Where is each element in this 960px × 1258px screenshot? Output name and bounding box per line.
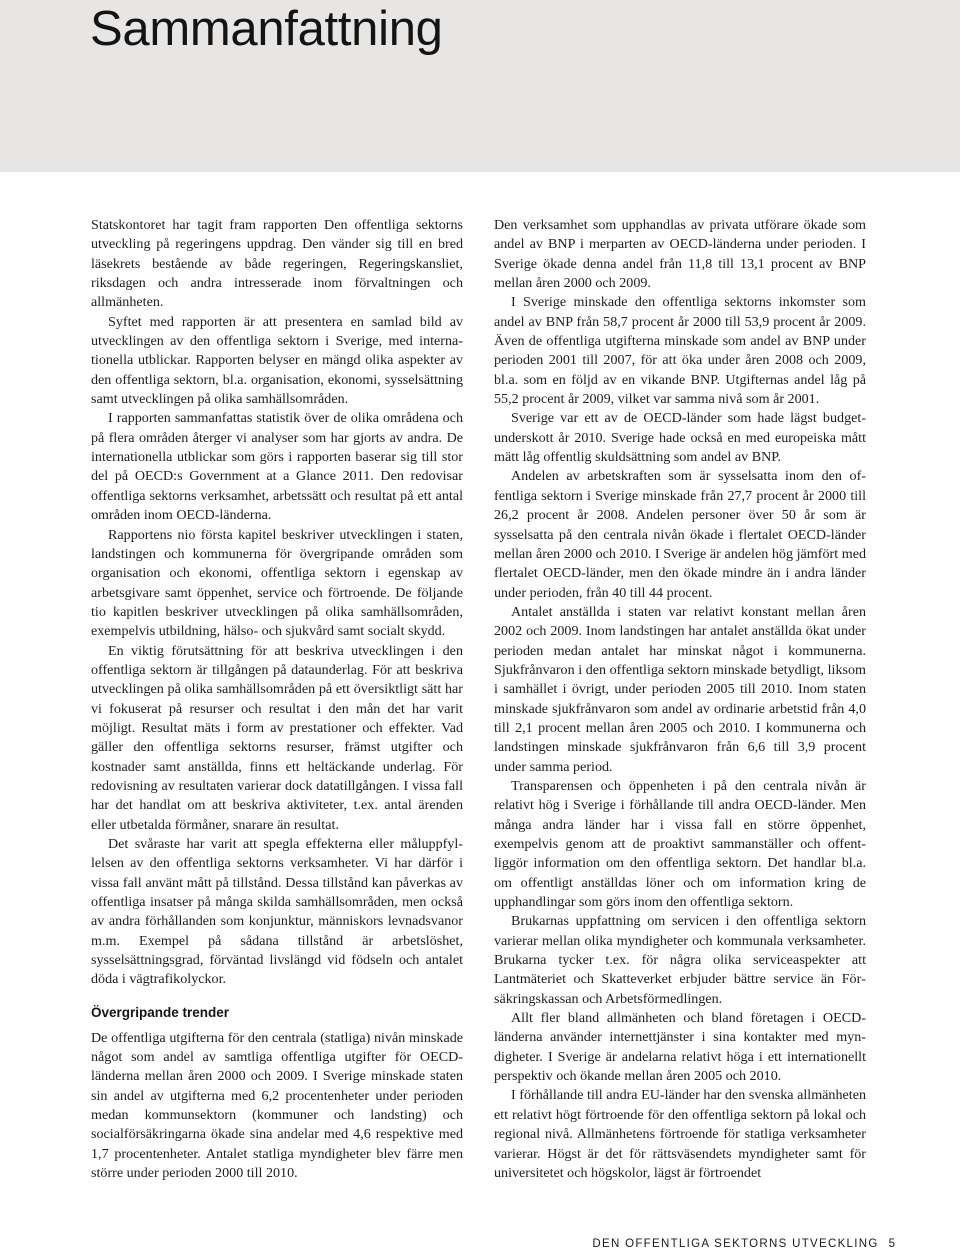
title-band <box>0 0 960 172</box>
body-paragraph: Transparensen och öppenheten i på den centrala nivån är relativt hög i Sverige i förhållande till andra OECD-länder. Men många andra länder har i vissa fall en större öppenhet, exempelvis genom att de proaktivt sammanställer och offentliggör information om den offentliga sektorn. Det handlar bl.a. om offentligt anställdas löner och om information kring de upphandlingar som görs inom den offentliga sektorn. <box>494 777 866 911</box>
body-paragraph: Syftet med rapporten är att presentera en samlad bild av utvecklingen av den offentliga sektorn i Sverige, med internationella utblickar. Rapporten belyser en mängd olika aspekter av den offentliga sektorn, bl.a. organisation, ekonomi, sysselsättning samt utvecklingen på olika samhällsområden. <box>91 313 463 408</box>
page-title: Sammanfattning <box>90 2 443 56</box>
body-paragraph: Det svåraste har varit att spegla effekterna eller måluppfyllelsen av den offentliga sektorns verksamheter. Vi har därför i vissa fall använt mått på tillstånd. Dessa tillstånd kan påverkas av offentliga insatser på många skilda samhällsområden, men också av andra förhållanden som konjunktur, människors levnadsvanor m.m. Exempel på sådana tillstånd är arbetslöshet, sysselsättningsgrad, förväntad livslängd vid födseln och antalet döda i vägtrafikolyckor. <box>91 836 463 988</box>
body-paragraph: Allt fler bland allmänheten och bland företagen i OECD-länderna använder internettjänster i sina kontakter med myndigheter. I Sverige är andelarna relativt höga i ett internationellt perspektiv och ökande mellan åren 2005 och 2010. <box>494 1010 866 1085</box>
right-column <box>494 216 866 1183</box>
body-paragraph: I rapporten sammanfattas statistik över de olika områdena och på flera områden återger vi analyser som har gjorts av andra. De internationella utblickar som görs i rapporten baserar sig till stor del på OECD:s Government at a Glance 2011. Den redovisar offentliga sektorns verksamhet, arbetssätt och resultat på ett antal områden inom OECD-länderna. <box>91 410 463 524</box>
body-paragraph: Statskontoret har tagit fram rapporten Den offentliga sektorns utveckling på regeringens uppdrag. Den vänder sig till en bred läsekrets bestående av både regeringen, Regeringskansliet, riksdagen och andra intresserade inom förvaltningen och allmänheten. <box>91 217 463 311</box>
page-number: 5 <box>888 1238 895 1250</box>
page-footer <box>592 1238 895 1250</box>
footer-title: DEN OFFENTLIGA SEKTORNS UTVECKLING <box>592 1238 879 1250</box>
body-paragraph: I Sverige minskade den offentliga sektorns inkomster som andel av BNP från 58,7 procent år 2000 till 53,9 procent år 2009. Även de offentliga utgifterna minskade som andel av BNP under perioden 2001 till 2007, för att öka under åren 2008 och 2009, bl.a. som en följd av en vikande BNP. Utgifternas andel låg på 55,2 procent år 2009, vilket var samma nivå som år 2001. <box>494 294 866 408</box>
body-paragraph: Antalet anställda i staten var relativt konstant mellan åren 2002 och 2009. Inom landstingen har antalet anställda ökat under perioden medan antalet har minskat något i kommunerna. Sjukfrånvaron i den offentliga sektorn minskade betydligt, liksom i samhället i övrigt, under perioden 2005 till 2010. Inom staten minskade sjukfrånvaron som andel av ordinarie arbetstid från 4,0 till 2,1 procent mellan åren 2005 och 2010. I kommunerna och landstingen minskade sjukfrånvaron från 6,6 till 3,9 procent under samma period. <box>494 603 866 775</box>
body-paragraph: Sverige var ett av de OECD-länder som hade lägst budgetunderskott år 2010. Sverige hade också en med europeiska mått mätt låg offentlig skuldsättning som andel av BNP. <box>494 410 866 466</box>
body-paragraph: En viktig förutsättning för att beskriva utvecklingen i den offentliga sektorn är tillgången på dataunderlag. För att beskriva utvecklingen på olika samhällsområden på ett översiktligt sätt har vi fokuserat på resurser och resultat i den mån det har varit möjligt. Resultat mäts i form av prestationer och effekter. Vad gäller den offentliga sektorns resurser, främst utgifter och kostnader samt anställda, finns ett heltäckande underlag. För redovisning av resultaten varierar dock datatillgången. I vissa fall har det handlat om att beskriva aktiviteter, t.ex. antal ärenden eller utbetalda förmåner, snarare än resultat. <box>91 642 463 833</box>
section-heading: Övergripande trender <box>91 1004 230 1020</box>
body-paragraph: Brukarnas uppfattning om servicen i den offentliga sektorn varierar mellan olika myndigheter och kommunala verksamheter. Brukarna tycker t.ex. för några olika serviceaspekter att Lantmäteriet och Skatteverket erbjuder bättre service än Försäkringskassan och Arbetsförmedlingen. <box>494 913 866 1007</box>
left-column <box>91 216 463 1184</box>
body-paragraph: Andelen av arbetskraften som är sysselsatta inom den offentliga sektorn i Sverige minskade från 27,7 procent år 2000 till 26,2 procent år 2008. Andelen personer över 50 år som är sysselsatta på den centrala nivån ökade i flertalet OECD-länder mellan åren 2000 och 2010. I Sverige är andelen hög jämfört med flertalet OECD-länder, men den ökade mindre än i andra länder under perioden, från 40 till 44 procent. <box>494 468 866 601</box>
body-paragraph: De offentliga utgifterna för den centrala (statliga) nivån minskade något som andel av samtliga offentliga utgifter för OECD-länderna mellan åren 2000 och 2009. I Sverige minskade staten sin andel av utgifterna med 6,2 procentenheter under perioden medan kommunsektorn (kommuner och landsting) och socialförsäkringarna ökade sina andelar med 4,6 respektive med 1,7 procentenheter. Antalet statliga myndigheter blev färre men större under perioden 2000 till 2010. <box>91 1029 463 1182</box>
body-paragraph: Rapportens nio första kapitel beskriver utvecklingen i staten, landstingen och kommunerna för övergripande områden som organisation och ekonomi, offentliga sektorn i egenskap av arbetsgivare samt öppenhet, service och förtroende. De följande tio kapitlen beskriver utvecklingen på olika samhällsområden, exempelvis utbildning, hälso- och sjukvård samt socialt skydd. <box>91 526 463 640</box>
body-paragraph: Den verksamhet som upphandlas av privata utförare ökade som andel av BNP i merparten av OECD-länderna under perioden. I Sverige ökade denna andel från 11,8 till 13,1 procent av BNP mellan åren 2000 och 2009. <box>494 217 866 292</box>
body-paragraph: I förhållande till andra EU-länder har den svenska allmänheten ett relativt högt förtroende för den offentliga sektorn på lokal och regional nivå. Allmänhetens förtroende för statliga verksamheter varierar. Högst är det för rättsväsendets myndigheter samt för universitetet och högskolor, lägst är förtroendet <box>494 1087 866 1181</box>
